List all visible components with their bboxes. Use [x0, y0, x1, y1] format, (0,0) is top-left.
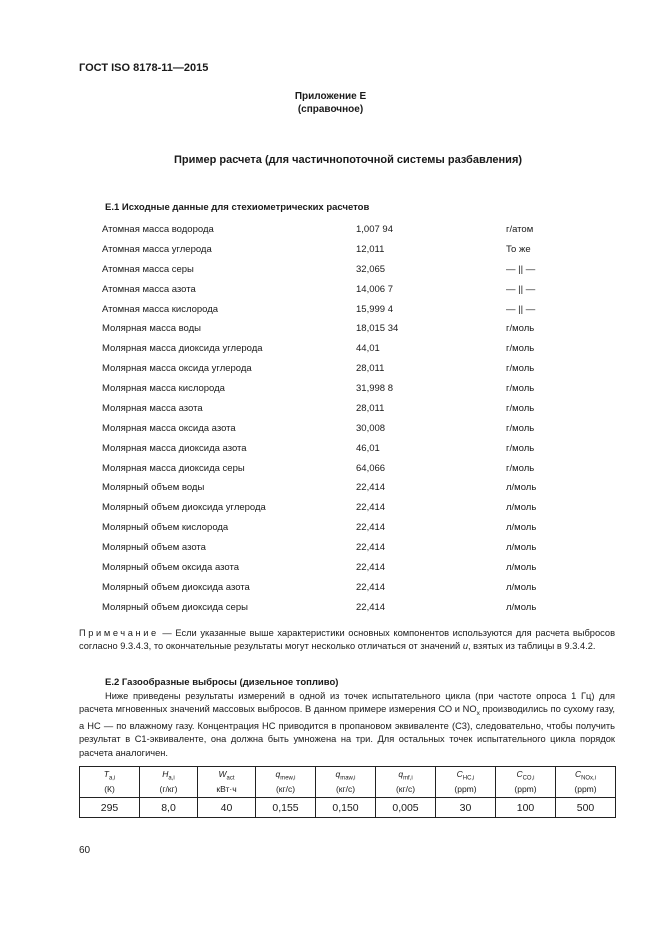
- row-unit: г/моль: [506, 363, 535, 375]
- table-header-cell: [140, 767, 198, 798]
- row-unit: г/моль: [506, 442, 535, 454]
- row-value: 22,414: [356, 542, 386, 554]
- table-cell: 0,150: [316, 798, 376, 818]
- table-data-row: [80, 798, 616, 818]
- row-value: 22,414: [356, 482, 386, 494]
- row-unit: л/моль: [506, 581, 537, 593]
- para-text-b: производились по сухому газу, а НС — по влажному газу. Концентрация НС приводится в пропановом эквиваленте (С3), следовательно, чтобы получить результат в С1-эквиваленте, она должна быть умножена на три. Для остальных точек испытательного цикла порядок расчета аналогичен.: [79, 704, 615, 758]
- row-name: Атомная масса азота: [102, 283, 196, 295]
- header-symbol: C: [575, 768, 582, 779]
- header-unit: (ppm): [514, 784, 537, 795]
- row-name: Молярный объем диоксида углерода: [102, 502, 266, 514]
- row-unit: То же: [506, 243, 531, 255]
- row-value: 46,01: [356, 442, 380, 454]
- table-cell: 295: [80, 798, 140, 818]
- header-symbol: C: [456, 768, 463, 779]
- header-subscript: a,i: [108, 775, 116, 782]
- row-value: 22,414: [356, 581, 386, 593]
- header-subscript: act: [226, 775, 235, 782]
- header-symbol: T: [103, 768, 109, 779]
- row-value: 1,007 94: [356, 224, 393, 235]
- note-dash: —: [158, 628, 176, 638]
- row-name: Молярная масса диоксида азота: [102, 442, 247, 454]
- table-cell: 100: [496, 798, 556, 818]
- section1-title: Е.1 Исходные данные для стехиометрических расчетов: [105, 202, 370, 213]
- table-cell: 40: [198, 798, 256, 818]
- row-name: Молярный объем оксида азота: [102, 562, 239, 573]
- appendix-title: Приложение Е: [294, 91, 367, 102]
- table-header-cell: [496, 767, 556, 798]
- table-header-cell: [556, 767, 616, 798]
- header-unit: (г/кг): [159, 784, 178, 795]
- note-var: u: [462, 641, 468, 652]
- note: [79, 627, 615, 653]
- row-name: Атомная масса кислорода: [102, 303, 219, 315]
- header-symbol: q: [275, 768, 281, 779]
- header-subscript: HC,i: [462, 775, 475, 782]
- row-unit: г/моль: [506, 323, 535, 335]
- header-unit: (кг/с): [395, 784, 416, 795]
- row-value: 22,414: [356, 601, 386, 613]
- header-symbol: q: [398, 768, 404, 779]
- page-number: 60: [79, 845, 91, 856]
- document-header: ГОСТ ISO 8178-11—2015: [79, 62, 209, 74]
- row-unit: г/моль: [506, 383, 535, 394]
- note-text-b: , взятых из таблицы в 9.3.4.2.: [467, 641, 596, 652]
- row-name: Молярная масса оксида углерода: [102, 363, 252, 375]
- row-name: Атомная масса углерода: [102, 243, 212, 255]
- row-value: 22,414: [356, 562, 386, 573]
- row-name: Молярная масса азота: [102, 402, 203, 414]
- appendix-subtitle: (справочное): [297, 104, 364, 115]
- row-value: 14,006 7: [356, 283, 393, 295]
- note-text-a: Если указанные выше характеристики основных компонентов используются для расчета выбросов согласно 9.3.4.3, то окончательные результаты могут несколько отличаться от значений: [79, 628, 616, 652]
- row-unit: — || —: [506, 303, 536, 315]
- table-header-cell: [316, 767, 376, 798]
- para-text-a: Ниже приведены результаты измерений в одной из точек испытательного цикла (при частоте опроса 1 Гц) для расчета мгновенных значений массовых выбросов. В данном примере измерения СО и NO: [79, 691, 615, 715]
- table-header-cell: [198, 767, 256, 798]
- row-name: Молярная масса оксида азота: [102, 422, 236, 434]
- table-header-cell: [376, 767, 436, 798]
- header-subscript: CO,i: [522, 775, 535, 782]
- measurements-table: [79, 766, 616, 818]
- row-value: 30,008: [356, 422, 386, 434]
- row-name: Молярная масса кислорода: [102, 383, 225, 394]
- row-name: Молярный объем азота: [102, 542, 206, 554]
- row-unit: г/атом: [506, 224, 534, 235]
- note-label: Примечание: [79, 628, 159, 638]
- row-value: 22,414: [356, 502, 386, 514]
- row-value: 18,015 34: [356, 323, 399, 335]
- row-name: Молярный объем диоксида серы: [102, 601, 248, 613]
- row-unit: г/моль: [506, 402, 535, 414]
- table-header-row: [80, 767, 616, 798]
- header-subscript: maw,i: [340, 775, 356, 782]
- row-value: 31,998 8: [356, 383, 393, 394]
- table-header-cell: [256, 767, 316, 798]
- header-symbol: C: [516, 768, 523, 779]
- table-header-cell: [436, 767, 496, 798]
- row-unit: — || —: [506, 263, 536, 275]
- table-cell: 0,005: [376, 798, 436, 818]
- table-header-cell: [80, 767, 140, 798]
- header-unit: (ppm): [574, 784, 597, 795]
- row-unit: л/моль: [506, 502, 537, 514]
- row-unit: г/моль: [506, 343, 535, 355]
- row-unit: л/моль: [506, 601, 537, 613]
- row-name: Атомная масса серы: [102, 263, 194, 275]
- table-cell: 0,155: [256, 798, 316, 818]
- header-unit: (К): [104, 784, 115, 795]
- row-value: 28,011: [356, 402, 385, 414]
- header-unit: (кг/с): [335, 784, 356, 795]
- table-cell: 8,0: [140, 798, 198, 818]
- row-value: 28,011: [356, 363, 385, 375]
- header-unit: (кг/с): [275, 784, 296, 795]
- row-unit: л/моль: [506, 482, 537, 494]
- section2-paragraph: [79, 690, 615, 760]
- header-subscript: mew,i: [280, 775, 296, 782]
- row-value: 15,999 4: [356, 303, 393, 315]
- header-subscript: NOx,i: [581, 775, 596, 782]
- header-unit: (ppm): [454, 784, 477, 795]
- table-cell: 500: [556, 798, 616, 818]
- header-symbol: q: [335, 768, 341, 779]
- row-value: 22,414: [356, 522, 386, 534]
- para-sub: x: [476, 710, 480, 718]
- row-unit: л/моль: [506, 562, 537, 573]
- row-name: Молярная масса воды: [102, 323, 202, 335]
- section2-title: Е.2 Газообразные выбросы (дизельное топливо): [105, 677, 339, 688]
- row-name: Молярный объем воды: [102, 482, 205, 494]
- row-name: Молярный объем диоксида азота: [102, 581, 250, 593]
- row-value: 32,065: [356, 263, 386, 275]
- row-unit: — || —: [506, 283, 536, 295]
- row-unit: г/моль: [506, 422, 535, 434]
- header-symbol: W: [218, 768, 227, 779]
- header-symbol: H: [162, 768, 169, 779]
- row-name: Молярный объем кислорода: [102, 522, 229, 534]
- row-value: 44,01: [356, 343, 380, 355]
- row-unit: г/моль: [506, 462, 535, 474]
- main-title: Пример расчета (для частичнопоточной системы разбавления): [173, 154, 523, 166]
- row-value: 64,066: [356, 462, 386, 474]
- row-unit: л/моль: [506, 522, 537, 534]
- header-subscript: mf,i: [403, 775, 413, 782]
- header-subscript: a,i: [168, 775, 175, 782]
- table-cell: 30: [436, 798, 496, 818]
- row-unit: л/моль: [506, 542, 537, 554]
- row-name: Молярная масса диоксида серы: [102, 462, 245, 474]
- header-unit: кВт·ч: [216, 784, 237, 795]
- row-value: 12,011: [356, 243, 385, 255]
- row-name: Молярная масса диоксида углерода: [102, 343, 263, 355]
- row-name: Атомная масса водорода: [102, 224, 214, 235]
